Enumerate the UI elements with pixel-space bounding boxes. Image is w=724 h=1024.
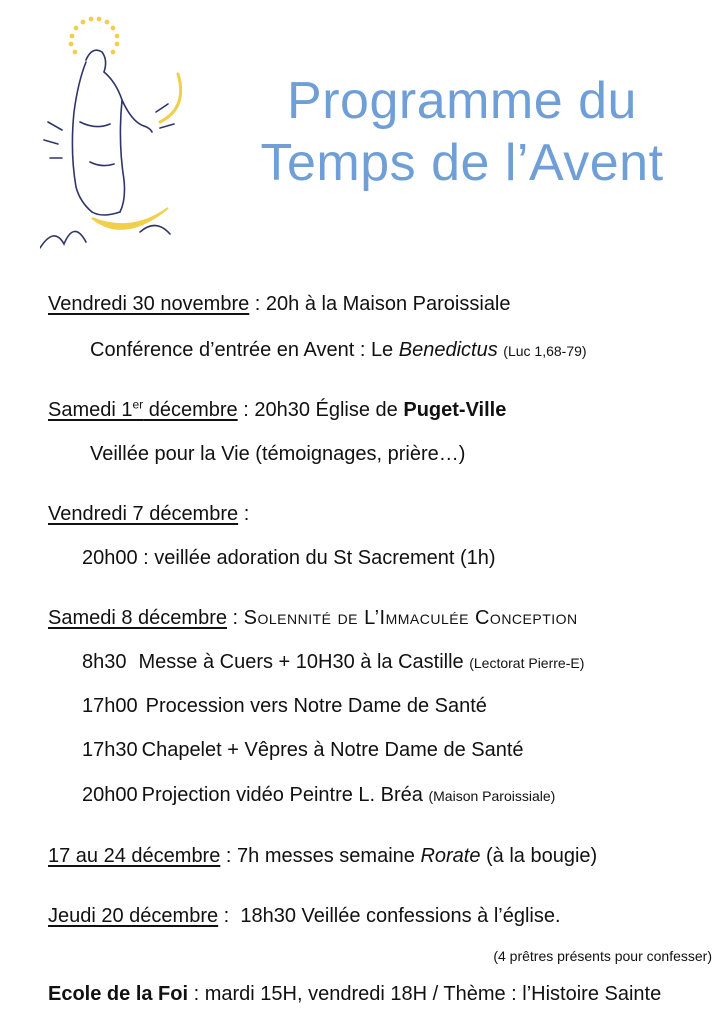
title-line-1: Programme du — [287, 72, 637, 130]
event-details: Solennité de L’Immaculée Conception — [243, 607, 578, 629]
schedule-text: Chapelet + Vêpres à Notre Dame de Santé — [141, 739, 524, 761]
event-date: Vendredi 30 novembre — [48, 293, 250, 315]
event-dec7 — [48, 502, 249, 526]
event-dec7-sub: 20h00 : veillée adoration du St Sacrement (1h) — [82, 547, 496, 569]
event-details: 20h30 Église de — [254, 399, 404, 421]
event-sub-italic: Benedictus — [398, 339, 498, 361]
event-dec1-sub: Veillée pour la Vie (témoignages, prière…) — [90, 443, 466, 465]
schedule-item — [82, 783, 555, 808]
star-halo — [69, 17, 120, 55]
separator: : — [249, 293, 266, 315]
schedule-item — [82, 694, 487, 718]
separator: : — [218, 905, 241, 927]
event-label: Ecole de la Foi — [48, 983, 189, 1005]
event-details-end: (à la bougie) — [480, 845, 598, 867]
schedule-text: Messe à Cuers + 10H30 à la Castille — [138, 651, 464, 673]
schedule-item — [82, 650, 584, 675]
event-dec20 — [48, 904, 561, 928]
event-sub-text: Conférence d’entrée en Avent : Le — [90, 339, 399, 361]
title-line-2: Temps de l’Avent — [260, 134, 664, 192]
schedule-text: Procession vers Notre Dame de Santé — [145, 695, 487, 717]
date-text: Samedi 1 — [48, 399, 133, 421]
event-nov30-sub — [90, 338, 587, 363]
event-date: Samedi 8 décembre — [48, 607, 227, 629]
event-dec20-note: (4 prêtres présents pour confesser) — [493, 948, 712, 964]
event-nov30 — [48, 292, 511, 316]
separator: : — [220, 845, 238, 867]
schedule-item — [82, 738, 524, 762]
schedule-time: 8h30 — [82, 651, 127, 673]
event-date — [48, 399, 238, 421]
schedule-time: 20h00 — [82, 784, 138, 806]
ecole-de-la-foi — [48, 982, 661, 1006]
date-ordinal: er — [132, 397, 144, 412]
event-location: Puget-Ville — [403, 399, 507, 421]
event-dec8 — [48, 606, 578, 630]
light-rays — [160, 74, 181, 122]
schedule-text: Projection vidéo Peintre L. Bréa — [141, 784, 423, 806]
schedule-time: 17h30 — [82, 739, 138, 761]
virgin-mary-illustration — [40, 12, 200, 252]
separator: : — [238, 503, 250, 525]
event-details-italic: Rorate — [420, 845, 481, 867]
separator: : — [237, 399, 255, 421]
event-date: Jeudi 20 décembre — [48, 905, 219, 927]
schedule-time: 17h00 — [82, 695, 138, 717]
separator: : — [226, 607, 244, 629]
event-details: 7h messes semaine — [237, 845, 421, 867]
scripture-reference: (Luc 1,68-79) — [503, 343, 587, 359]
schedule-note: (Lectorat Pierre-E) — [469, 655, 585, 671]
event-details: 18h30 Veillée confessions à l’église. — [240, 905, 561, 927]
event-dec1 — [48, 398, 506, 422]
page-title — [212, 70, 712, 194]
schedule-note: (Maison Paroissiale) — [428, 788, 556, 804]
event-date: 17 au 24 décembre — [48, 845, 221, 867]
event-dec17-24 — [48, 844, 597, 868]
event-details: 20h à la Maison Paroissiale — [265, 293, 511, 315]
event-details: : mardi 15H, vendredi 18H / Thème : l’Histoire Sainte — [188, 983, 662, 1005]
event-date: Vendredi 7 décembre — [48, 503, 239, 525]
date-month: décembre — [143, 399, 238, 421]
